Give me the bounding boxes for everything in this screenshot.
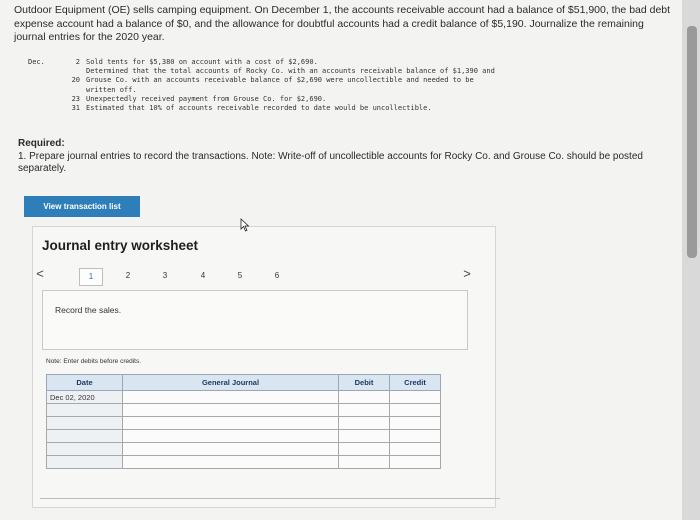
transaction-day: 2 (75, 58, 80, 66)
instruction-text: Record the sales. (55, 305, 122, 315)
transaction-list (28, 58, 628, 113)
instruction-box (42, 290, 468, 350)
page-tab-3[interactable]: 3 (162, 271, 168, 280)
debit-input[interactable] (339, 430, 390, 443)
transaction-month: Dec. (28, 58, 45, 66)
transaction-row (28, 86, 628, 95)
column-header-date: Date (47, 375, 123, 391)
transaction-month (28, 67, 62, 76)
account-input[interactable] (123, 417, 339, 430)
table-row (47, 391, 441, 404)
transaction-day: 31 (71, 104, 80, 113)
transaction-row (28, 67, 628, 76)
table-row (47, 430, 441, 443)
divider (40, 498, 500, 499)
account-input[interactable] (123, 430, 339, 443)
transaction-description: Sold tents for $5,380 on account with a cost of $2,690. (86, 58, 318, 66)
date-cell (47, 404, 123, 417)
column-header-credit: Credit (390, 375, 441, 391)
date-cell (47, 430, 123, 443)
page-tab-4[interactable]: 4 (200, 271, 206, 280)
table-row (47, 456, 441, 469)
transaction-day (62, 67, 86, 76)
column-header-debit: Debit (339, 375, 390, 391)
transaction-row (28, 104, 628, 113)
credit-input[interactable] (390, 404, 441, 417)
transaction-description: Determined that the total accounts of Rocky Co. with an accounts receivable balance of $1,390 and (86, 67, 495, 76)
date-cell (47, 417, 123, 430)
date-cell (47, 456, 123, 469)
table-row (47, 443, 441, 456)
table-row (47, 404, 441, 417)
account-input[interactable] (123, 456, 339, 469)
transaction-day (62, 86, 86, 95)
debit-input[interactable] (339, 456, 390, 469)
journal-entry-table (46, 374, 441, 469)
debit-input[interactable] (339, 417, 390, 430)
page-tab-5[interactable]: 5 (237, 271, 243, 280)
credit-input[interactable] (390, 443, 441, 456)
chevron-left-icon[interactable]: < (36, 266, 44, 281)
problem-intro: Outdoor Equipment (OE) sells camping equipment. On December 1, the accounts receivable account had a balance of $51,900, the bad debt expense account had a balance of $0, and the allowance for doubtful accounts had a credit balance of $5,190. Journalize the remaining journal entries for the 2020 year. (14, 4, 671, 43)
transaction-description: Grouse Co. with an accounts receivable balance of $2,690 were uncollectible and needed to be (86, 76, 474, 85)
account-input[interactable] (123, 443, 339, 456)
transaction-row (28, 76, 628, 85)
credit-input[interactable] (390, 456, 441, 469)
page-tab-2[interactable]: 2 (125, 271, 131, 280)
transaction-row (28, 95, 628, 104)
transaction-month (28, 76, 62, 85)
transaction-description: Unexpectedly received payment from Grouse Co. for $2,690. (86, 94, 327, 103)
transaction-month (28, 86, 62, 95)
transaction-description: written off. (86, 85, 137, 94)
page-tab-6[interactable]: 6 (274, 271, 280, 280)
account-input[interactable] (123, 404, 339, 417)
transaction-day: 23 (71, 94, 80, 103)
chevron-right-icon[interactable]: > (463, 266, 471, 281)
transaction-description: Estimated that 10% of accounts receivable recorded to date would be uncollectible. (86, 104, 432, 113)
entry-note: Note: Enter debits before credits. (46, 358, 142, 365)
required-section (18, 138, 678, 176)
transaction-month (28, 95, 62, 104)
credit-input[interactable] (390, 430, 441, 443)
required-title: Required: (18, 138, 65, 149)
column-header-general-journal: General Journal (123, 375, 339, 391)
debit-input[interactable] (339, 391, 390, 404)
credit-input[interactable] (390, 391, 441, 404)
transaction-day: 20 (71, 76, 80, 85)
page-tab-1[interactable]: 1 (79, 268, 103, 286)
credit-input[interactable] (390, 417, 441, 430)
account-input[interactable] (123, 391, 339, 404)
debit-input[interactable] (339, 443, 390, 456)
date-cell (47, 443, 123, 456)
worksheet-pager (0, 265, 682, 285)
worksheet-title: Journal entry worksheet (42, 238, 199, 253)
required-text: 1. Prepare journal entries to record the transactions. Note: Write-off of uncollectible accounts for Rocky Co. and Grouse Co. should be posted separately. (18, 150, 643, 174)
table-row (47, 417, 441, 430)
table-header-row (47, 375, 441, 391)
mouse-cursor-icon (240, 218, 250, 232)
scrollbar-thumb[interactable] (687, 26, 697, 258)
debit-input[interactable] (339, 404, 390, 417)
vertical-scrollbar[interactable] (682, 0, 700, 520)
transaction-month (28, 104, 62, 113)
transaction-row (28, 58, 628, 67)
view-transaction-list-button[interactable]: View transaction list (24, 196, 140, 217)
date-cell: Dec 02, 2020 (47, 391, 123, 404)
